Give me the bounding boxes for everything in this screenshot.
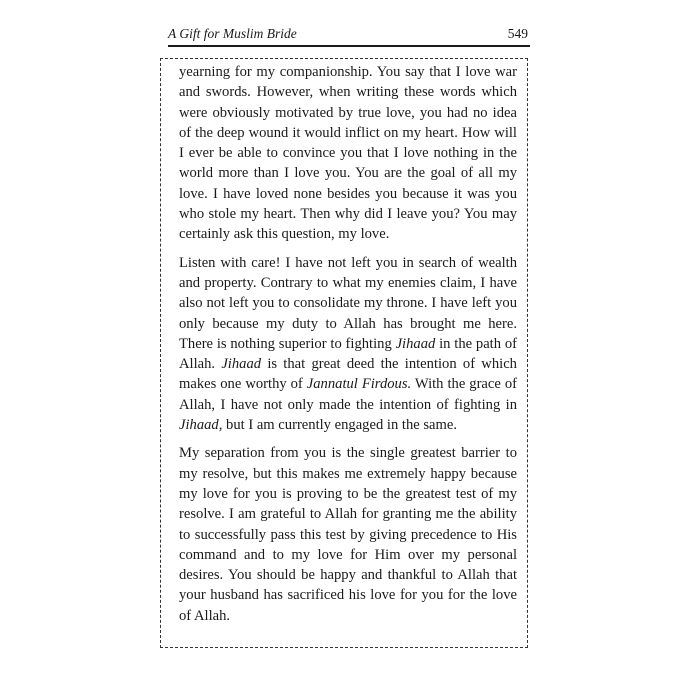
running-title: A Gift for Muslim Bride — [168, 26, 297, 41]
text-run: in the path of Allah. — [179, 335, 517, 373]
italic-term: Jihaad — [221, 356, 262, 373]
text-run: Listen with care! I have not left you in search of wealth and property. Contrary to what my enemies claim, I have also not left you to consolidate my throne. I have left you only because my duty to Allah has brought me here. There is nothing superior to fighting — [179, 254, 517, 352]
text-run: is that great deed the intention of which makes one worthy of — [179, 356, 517, 393]
text-run: With the grace of Allah, I have not only made the intention of fighting in — [179, 376, 517, 413]
text-run: My separation from you is the single greatest barrier to my resolve, but this makes me extremely happy because my love for you is proving to be the greatest test of my resolve. I am grateful to Allah for granting me the ability to successfully pass this test by giving precedence to His command and to my love for Him over my personal desires. You should be happy and thankful to Allah that your husband has sacrificed his love for you for the love of Allah. — [179, 445, 517, 624]
italic-term: Jihaad, — [179, 417, 223, 434]
text-run: yearning for my companionship. You say that I love war and swords. However, when writing these words which were obviously motivated by true love, you had no idea of the deep wound it would inflict on my heart. How will I ever be able to convince you that I love nothing in the world more than I love you. You are the goal of all my love. I have loved none besides you because it was you who stole my heart. Then why did I leave you? You may certainly ask this question, my love. — [179, 64, 517, 243]
paragraph — [179, 253, 517, 436]
body-text — [179, 62, 517, 626]
italic-term: Jihaad — [395, 335, 436, 352]
italic-term: Jannatul Firdous. — [306, 376, 412, 393]
paragraph — [179, 62, 517, 245]
paragraph — [179, 443, 517, 626]
text-run: but I am currently engaged in the same. — [222, 417, 458, 434]
header-rule — [168, 45, 530, 47]
page-number: 549 — [507, 26, 528, 41]
page-header — [168, 24, 530, 44]
